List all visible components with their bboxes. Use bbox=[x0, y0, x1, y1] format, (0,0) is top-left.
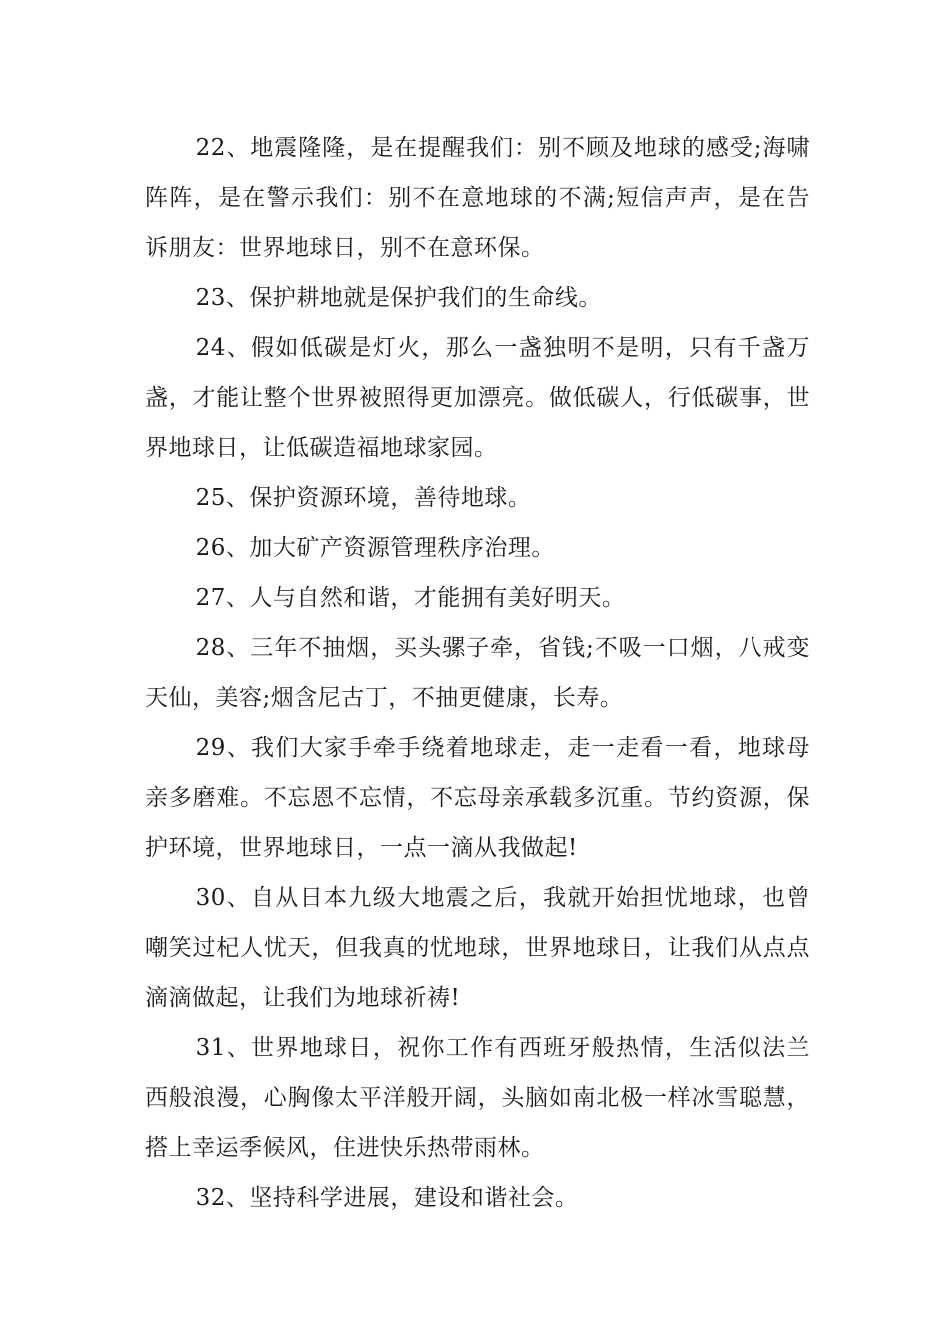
paragraph-26: 26、加大矿产资源管理秩序治理。 bbox=[195, 535, 555, 561]
paragraph-22: 22、地震隆隆，是在提醒我们：别不顾及地球的感受;海啸阵阵，是在警示我们：别不在意地球的不满;短信声声，是在告诉朋友：世界地球日，别不在意环保。 bbox=[145, 135, 810, 261]
paragraph-28: 28、三年不抽烟，买头骡子牵，省钱;不吸一口烟，八戒变天仙，美容;烟含尼古丁，不抽更健康，长寿。 bbox=[145, 635, 810, 711]
paragraph-25: 25、保护资源环境，善待地球。 bbox=[195, 485, 532, 511]
paragraph-32: 32、坚持科学进展，建设和谐社会。 bbox=[195, 1185, 579, 1211]
paragraph-31: 31、世界地球日，祝你工作有西班牙般热情，生活似法兰西般浪漫，心胸像太平洋般开阔，头脑如南北极一样冰雪聪慧，搭上幸运季候风，住进快乐热带雨林。 bbox=[145, 1035, 810, 1161]
paragraph-24: 24、假如低碳是灯火，那么一盏独明不是明，只有千盏万盏，才能让整个世界被照得更加漂亮。做低碳人，行低碳事，世界地球日，让低碳造福地球家园。 bbox=[145, 335, 810, 461]
document-body bbox=[145, 123, 810, 1223]
paragraph-23: 23、保护耕地就是保护我们的生命线。 bbox=[195, 285, 602, 311]
paragraph-27: 27、人与自然和谐，才能拥有美好明天。 bbox=[195, 585, 626, 611]
paragraph-30: 30、自从日本九级大地震之后，我就开始担忧地球，也曾嘲笑过杞人忧天，但我真的忧地球，世界地球日，让我们从点点滴滴做起，让我们为地球祈祷! bbox=[145, 885, 810, 1011]
paragraph-29: 29、我们大家手牵手绕着地球走，走一走看一看，地球母亲多磨难。不忘恩不忘情，不忘母亲承载多沉重。节约资源，保护环境，世界地球日，一点一滴从我做起! bbox=[145, 735, 810, 861]
